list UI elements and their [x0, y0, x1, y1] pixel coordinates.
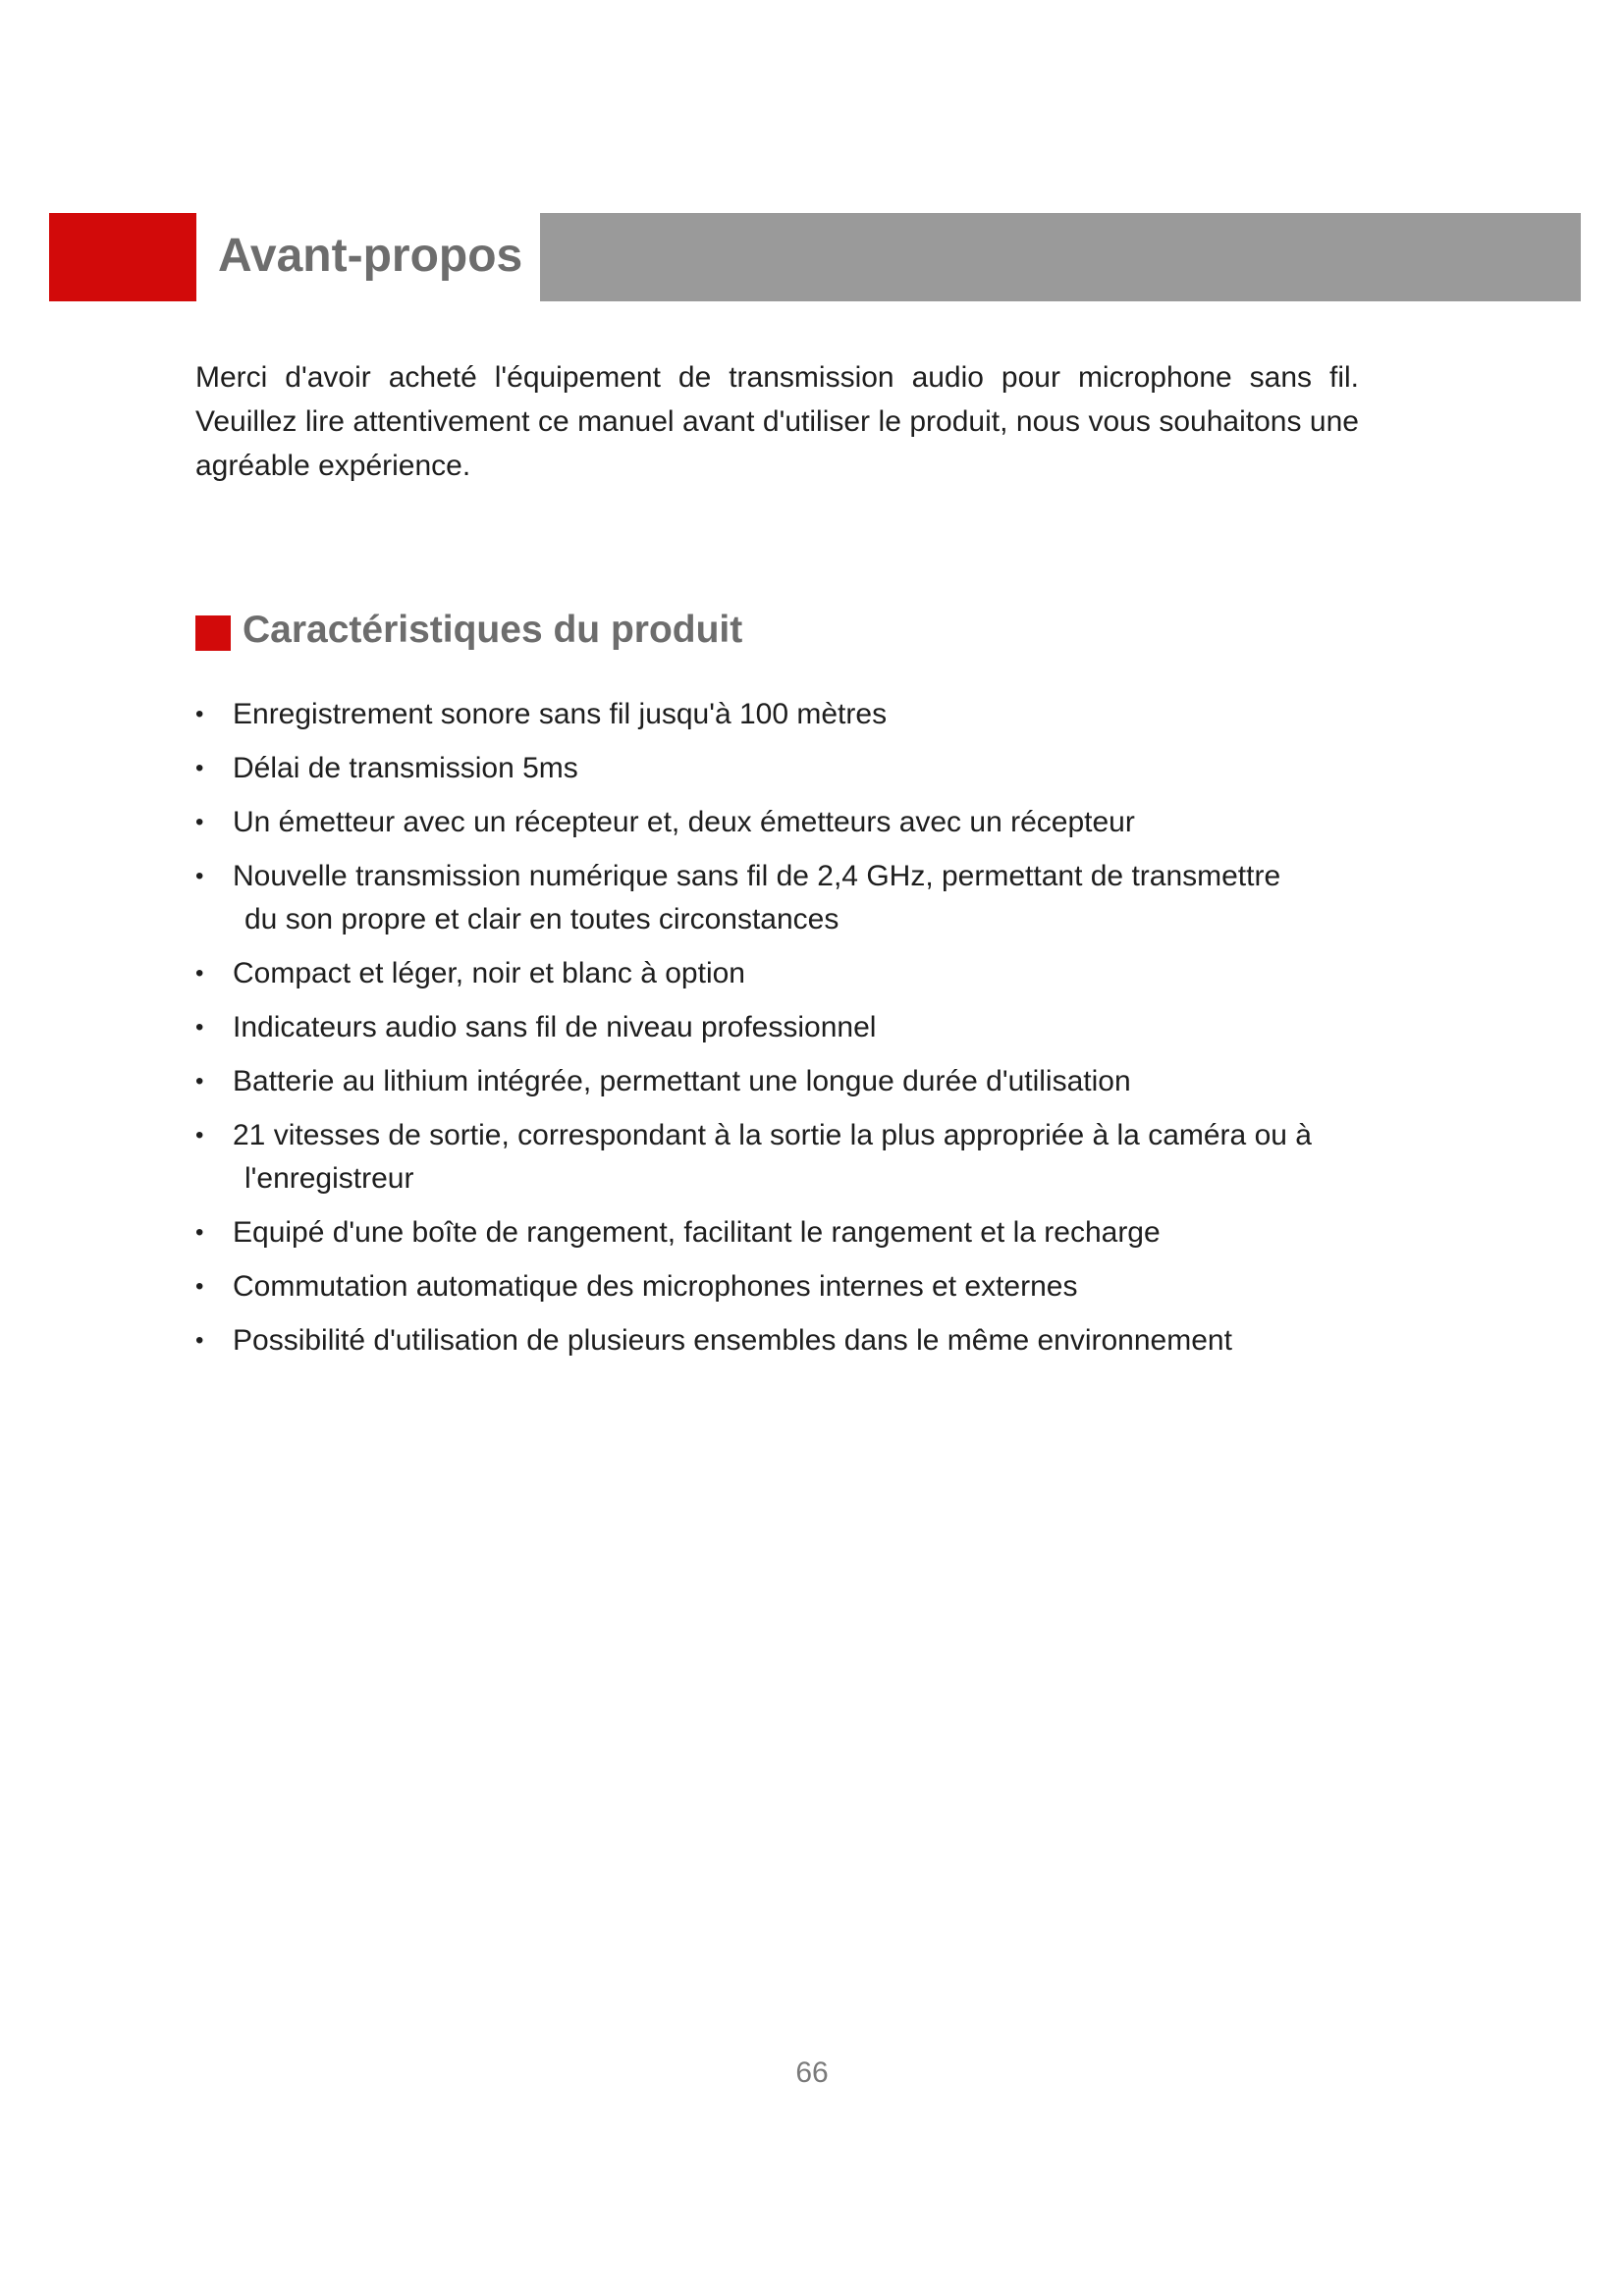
- list-item: [195, 1211, 1393, 1255]
- page-title: Avant-propos: [218, 230, 523, 282]
- section-title: Caractéristiques du produit: [243, 609, 743, 651]
- bullet-icon: •: [195, 863, 204, 889]
- list-item: [195, 952, 1393, 995]
- feature-text: Equipé d'une boîte de rangement, facilitant le rangement et la recharge: [233, 1216, 1161, 1249]
- bullet-icon: •: [195, 1327, 204, 1354]
- list-item: [195, 801, 1393, 844]
- list-item: [195, 747, 1393, 790]
- page-number: 66: [795, 2056, 829, 2089]
- list-item: [195, 1006, 1393, 1049]
- feature-text-continued: du son propre et clair en toutes circonstances: [244, 903, 839, 935]
- bullet-icon: •: [195, 960, 204, 987]
- section-heading: [195, 601, 742, 660]
- header-grey-bar: [540, 213, 1581, 301]
- list-item: [195, 693, 1393, 736]
- feature-text: 21 vitesses de sortie, correspondant à la sortie la plus appropriée à la caméra ou à: [233, 1119, 1312, 1151]
- red-square-icon: [195, 615, 231, 651]
- bullet-icon: •: [195, 809, 204, 835]
- feature-text: Délai de transmission 5ms: [233, 752, 578, 784]
- bullet-icon: •: [195, 755, 204, 781]
- list-item: [195, 1265, 1393, 1308]
- feature-text: Possibilité d'utilisation de plusieurs ensembles dans le même environnement: [233, 1324, 1232, 1357]
- feature-text: Enregistrement sonore sans fil jusqu'à 100 mètres: [233, 698, 888, 730]
- features-list: [195, 693, 1393, 1373]
- intro-paragraph: Merci d'avoir acheté l'équipement de transmission audio pour microphone sans fil. Veuillez lire attentivement ce manuel avant d'utiliser le produit, nous vous souhaitons une agréable expérience.: [195, 361, 1359, 482]
- list-item: [195, 1114, 1393, 1201]
- header-red-block: [49, 213, 196, 301]
- feature-text: Batterie au lithium intégrée, permettant une longue durée d'utilisation: [233, 1065, 1131, 1097]
- list-item: [195, 855, 1393, 941]
- bullet-icon: •: [195, 1014, 204, 1041]
- bullet-icon: •: [195, 1122, 204, 1148]
- feature-text-continued: l'enregistreur: [244, 1162, 414, 1195]
- feature-text: Compact et léger, noir et blanc à option: [233, 957, 745, 989]
- bullet-icon: •: [195, 1219, 204, 1246]
- list-item: [195, 1319, 1393, 1362]
- list-item: [195, 1060, 1393, 1103]
- bullet-icon: •: [195, 701, 204, 727]
- feature-text: Commutation automatique des microphones internes et externes: [233, 1270, 1078, 1303]
- feature-text: Nouvelle transmission numérique sans fil de 2,4 GHz, permettant de transmettre: [233, 860, 1281, 892]
- feature-text: Indicateurs audio sans fil de niveau professionnel: [233, 1011, 877, 1043]
- bullet-icon: •: [195, 1068, 204, 1095]
- bullet-icon: •: [195, 1273, 204, 1300]
- feature-text: Un émetteur avec un récepteur et, deux émetteurs avec un récepteur: [233, 806, 1135, 838]
